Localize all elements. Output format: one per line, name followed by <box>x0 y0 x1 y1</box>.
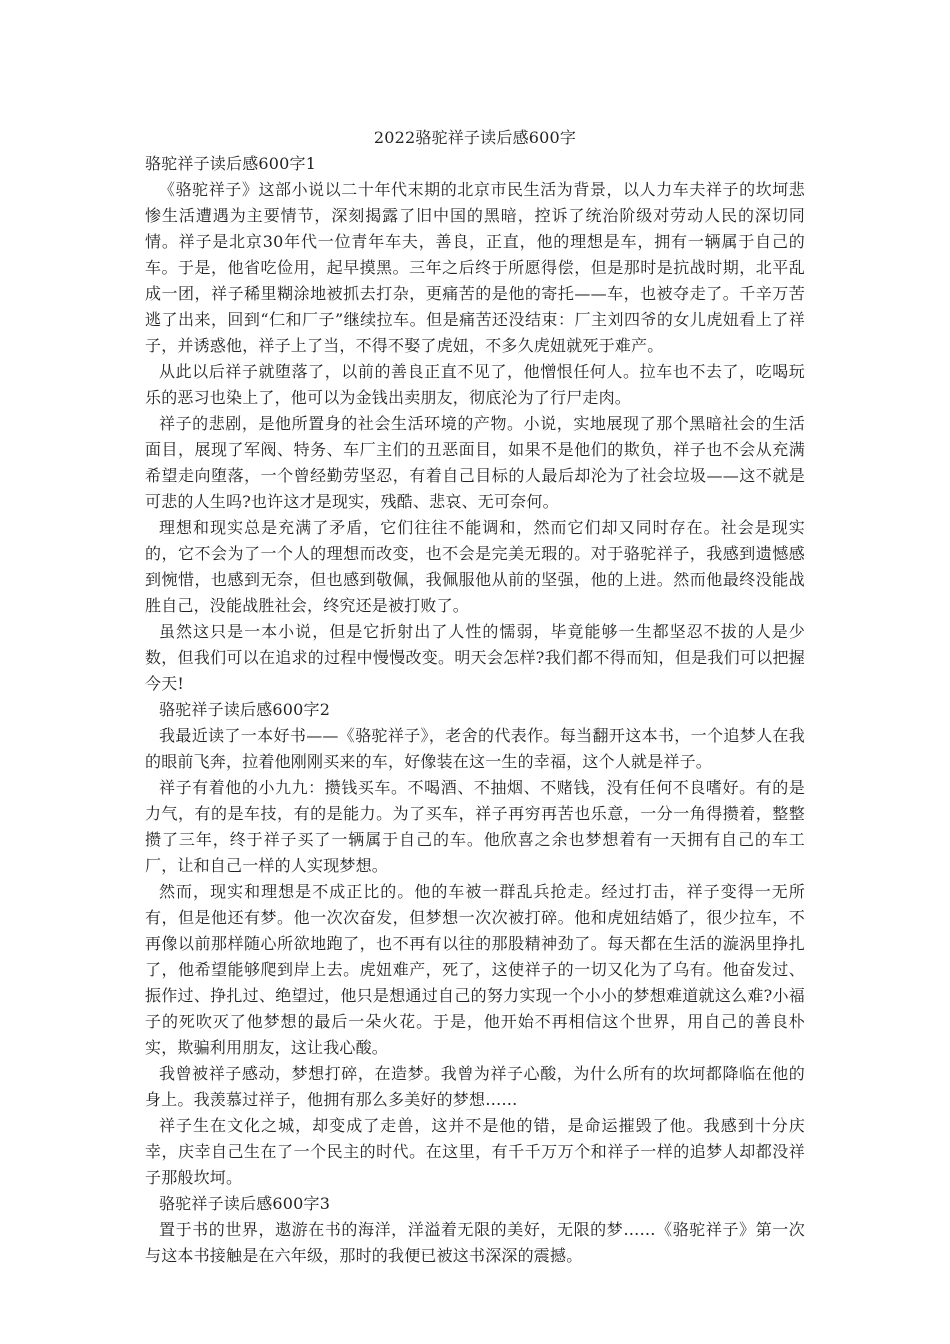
paragraph: 《骆驼祥子》这部小说以二十年代末期的北京市民生活为背景，以人力车夫祥子的坎坷悲惨生活遭遇为主要情节，深刻揭露了旧中国的黑暗，控诉了统治阶级对劳动人民的深切同情。祥子是北京30年代一位青年车夫，善良，正直，他的理想是车，拥有一辆属于自己的车。于是，他省吃俭用，起早摸黑。三年之后终于所愿得偿，但是那时是抗战时期，北平乱成一团，祥子稀里糊涂地被抓去打杂，更痛苦的是他的寄托——车，也被夺走了。千辛万苦逃了出来，回到“仁和厂子”继续拉车。但是痛苦还没结束：厂主刘四爷的女儿虎妞看上了祥子，并诱惑他，祥子上了当，不得不娶了虎妞，不多久虎妞就死于难产。 <box>145 180 805 355</box>
paragraph: 然而，现实和理想是不成正比的。他的车被一群乱兵抢走。经过打击，祥子变得一无所有，但是他还有梦。他一次次奋发，但梦想一次次被打碎。他和虎妞结婚了，很少拉车，不再像以前那样随心所欲地跑了，也不再有以往的那股精神劲了。每天都在生活的漩涡里挣扎了，他希望能够爬到岸上去。虎妞难产，死了，这使祥子的一切又化为了乌有。他奋发过、振作过、挣扎过、绝望过，他只是想通过自己的努力实现一个小小的梦想难道就这么难?小福子的死吹灭了他梦想的最后一朵火花。于是，他开始不再相信这个世界，用自己的善良朴实，欺骗利用朋友，这让我心酸。 <box>145 882 805 1057</box>
paragraph: 祥子生在文化之城，却变成了走兽，这并不是他的错，是命运摧毁了他。我感到十分庆幸，庆幸自己生在了一个民主的时代。在这里，有千千万万个和祥子一样的追梦人却都没祥子那般坎坷。 <box>145 1116 805 1187</box>
paragraph: 我最近读了一本好书——《骆驼祥子》，老舍的代表作。每当翻开这本书，一个追梦人在我的眼前飞奔，拉着他刚刚买来的车，好像装在这一生的幸福，这个人就是祥子。 <box>145 726 805 771</box>
document-title: 2022骆驼祥子读后感600字 <box>373 128 577 147</box>
paragraph: 我曾被祥子感动，梦想打碎，在造梦。我曾为祥子心酸，为什么所有的坎坷都降临在他的身上。我羡慕过祥子，他拥有那么多美好的梦想…… <box>145 1064 805 1109</box>
paragraph: 祥子的悲剧，是他所置身的社会生活环境的产物。小说，实地展现了那个黑暗社会的生活面目，展现了军阀、特务、车厂主们的丑恶面目，如果不是他们的欺负，祥子也不会从充满希望走向堕落，一个曾经勤劳坚忍，有着自己目标的人最后却沦为了社会垃圾——这不就是可悲的人生吗?也许这才是现实，残酷、悲哀、无可奈何。 <box>145 414 805 511</box>
paragraph: 虽然这只是一本小说，但是它折射出了人性的懦弱，毕竟能够一生都坚忍不拔的人是少数，但我们可以在追求的过程中慢慢改变。明天会怎样?我们都不得而知，但是我们可以把握今天! <box>145 622 805 693</box>
paragraph: 置于书的世界，遨游在书的海洋，洋溢着无限的美好，无限的梦……《骆驼祥子》第一次与这本书接触是在六年级，那时的我便已被这书深深的震撼。 <box>145 1220 805 1265</box>
document-page <box>145 125 805 1269</box>
section-heading-2: 骆驼祥子读后感600字2 <box>159 700 331 719</box>
section-heading-3: 骆驼祥子读后感600字3 <box>159 1194 331 1213</box>
section-heading-1: 骆驼祥子读后感600字1 <box>145 154 317 173</box>
paragraph: 祥子有着他的小九九：攒钱买车。不喝酒、不抽烟、不赌钱，没有任何不良嗜好。有的是力气，有的是车技，有的是能力。为了买车，祥子再穷再苦也乐意，一分一角得攒着，整整攒了三年，终于祥子买了一辆属于自己的车。他欣喜之余也梦想着有一天拥有自己的车工厂，让和自己一样的人实现梦想。 <box>145 778 805 875</box>
paragraph: 理想和现实总是充满了矛盾，它们往往不能调和，然而它们却又同时存在。社会是现实的，它不会为了一个人的理想而改变，也不会是完美无瑕的。对于骆驼祥子，我感到遗憾感到惋惜，也感到无奈，但也感到敬佩，我佩服他从前的坚强，他的上进。然而他最终没能战胜自己，没能战胜社会，终究还是被打败了。 <box>145 518 805 615</box>
paragraph: 从此以后祥子就堕落了，以前的善良正直不见了，他憎恨任何人。拉车也不去了，吃喝玩乐的恶习也染上了，他可以为金钱出卖朋友，彻底沦为了行尸走肉。 <box>145 362 805 407</box>
